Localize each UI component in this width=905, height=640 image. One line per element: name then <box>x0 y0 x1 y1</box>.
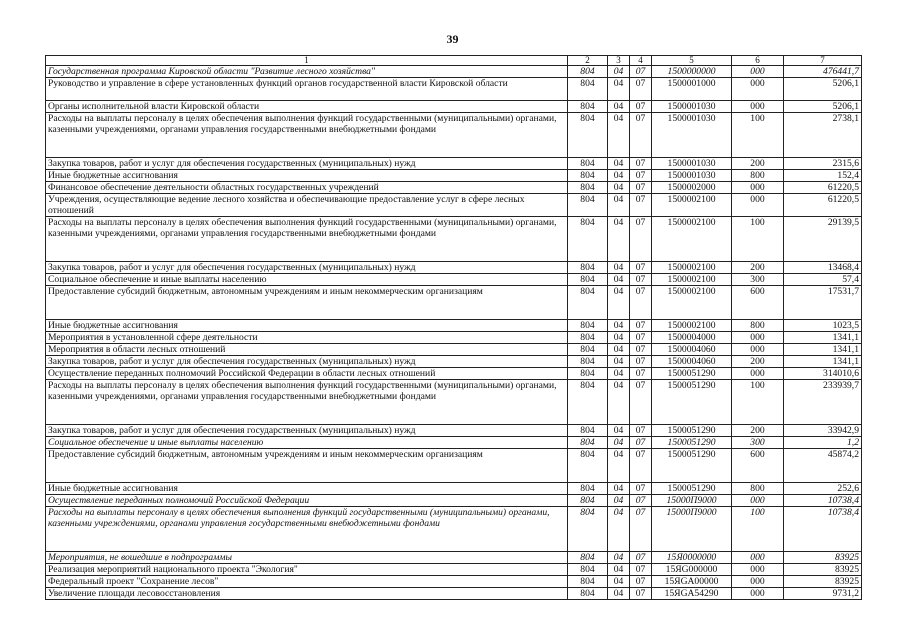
amount-cell: 314010,6 <box>784 368 862 380</box>
row-name-cell: Социальное обеспечение и иные выплаты населению <box>46 437 568 449</box>
table-row <box>46 286 862 320</box>
target-article-cell: 1500002100 <box>652 320 732 332</box>
amount-cell: 10738,4 <box>784 507 862 552</box>
subsection-code-cell: 07 <box>630 564 652 576</box>
row-name-cell: Руководство и управление в сфере установленных функций органов государственной власти Кировской области <box>46 78 568 101</box>
table-row <box>46 182 862 194</box>
target-article-cell: 15ЯG000000 <box>652 564 732 576</box>
row-name-cell: Мероприятия, не вошедшие в подпрограммы <box>46 552 568 564</box>
subsection-code-cell: 04 <box>608 66 630 78</box>
table-row <box>46 588 862 600</box>
expense-type-cell: 600 <box>732 449 784 483</box>
subsection-code-cell: 04 <box>608 262 630 274</box>
table-row <box>46 170 862 182</box>
column-header: 7 <box>784 56 862 66</box>
subsection-code-cell: 04 <box>608 588 630 600</box>
subsection-code-cell: 07 <box>630 170 652 182</box>
amount-cell: 10738,4 <box>784 495 862 507</box>
table-row <box>46 380 862 425</box>
section-code-cell: 804 <box>568 320 608 332</box>
section-code-cell: 804 <box>568 368 608 380</box>
expense-type-cell: 800 <box>732 483 784 495</box>
column-header: 2 <box>568 56 608 66</box>
subsection-code-cell: 04 <box>608 507 630 552</box>
target-article-cell: 1500051290 <box>652 368 732 380</box>
amount-cell: 9731,2 <box>784 588 862 600</box>
expense-type-cell: 100 <box>732 217 784 262</box>
target-article-cell: 1500051290 <box>652 380 732 425</box>
subsection-code-cell: 04 <box>608 332 630 344</box>
row-name-cell: Закупка товаров, работ и услуг для обеспечения государственных (муниципальных) нужд <box>46 425 568 437</box>
target-article-cell: 15ЯGA54290 <box>652 588 732 600</box>
amount-cell: 45874,2 <box>784 449 862 483</box>
section-code-cell: 804 <box>568 576 608 588</box>
subsection-code-cell: 04 <box>608 158 630 170</box>
row-name-cell: Иные бюджетные ассигнования <box>46 170 568 182</box>
subsection-code-cell: 07 <box>630 368 652 380</box>
amount-cell: 61220,5 <box>784 182 862 194</box>
subsection-code-cell: 04 <box>608 101 630 113</box>
row-name-cell: Увеличение площади лесовосстановления <box>46 588 568 600</box>
amount-cell: 83925 <box>784 552 862 564</box>
section-code-cell: 804 <box>568 437 608 449</box>
expense-type-cell: 000 <box>732 552 784 564</box>
amount-cell: 61220,5 <box>784 194 862 217</box>
row-name-cell: Осуществление переданных полномочий Российской Федерации в области лесных отношений <box>46 368 568 380</box>
table-row <box>46 320 862 332</box>
expense-type-cell: 800 <box>732 170 784 182</box>
table-row <box>46 262 862 274</box>
section-code-cell: 804 <box>568 286 608 320</box>
expense-type-cell: 300 <box>732 274 784 286</box>
subsection-code-cell: 07 <box>630 344 652 356</box>
subsection-code-cell: 04 <box>608 576 630 588</box>
section-code-cell: 804 <box>568 182 608 194</box>
budget-table <box>45 55 862 600</box>
table-row <box>46 483 862 495</box>
section-code-cell: 804 <box>568 158 608 170</box>
section-code-cell: 804 <box>568 113 608 158</box>
target-article-cell: 15ЯGA00000 <box>652 576 732 588</box>
amount-cell: 1023,5 <box>784 320 862 332</box>
target-article-cell: 1500000000 <box>652 66 732 78</box>
expense-type-cell: 000 <box>732 344 784 356</box>
subsection-code-cell: 07 <box>630 588 652 600</box>
subsection-code-cell: 07 <box>630 437 652 449</box>
header-row <box>46 56 862 66</box>
section-code-cell: 804 <box>568 425 608 437</box>
subsection-code-cell: 04 <box>608 368 630 380</box>
subsection-code-cell: 07 <box>630 356 652 368</box>
amount-cell: 13468,4 <box>784 262 862 274</box>
row-name-cell: Федеральный проект "Сохранение лесов" <box>46 576 568 588</box>
page-number: 39 <box>446 32 459 46</box>
table-row <box>46 78 862 101</box>
section-code-cell: 804 <box>568 552 608 564</box>
amount-cell: 5206,1 <box>784 78 862 101</box>
target-article-cell: 1500004060 <box>652 344 732 356</box>
section-code-cell: 804 <box>568 495 608 507</box>
expense-type-cell: 200 <box>732 356 784 368</box>
section-code-cell: 804 <box>568 344 608 356</box>
subsection-code-cell: 07 <box>630 101 652 113</box>
expense-type-cell: 000 <box>732 332 784 344</box>
row-name-cell: Учреждения, осуществляющие ведение лесного хозяйства и обеспечивающие предоставление услуг в сфере лесных отношений <box>46 194 568 217</box>
column-header: 1 <box>46 56 568 66</box>
subsection-code-cell: 07 <box>630 113 652 158</box>
table-row <box>46 344 862 356</box>
row-name-cell: Органы исполнительной власти Кировской области <box>46 101 568 113</box>
table-row <box>46 158 862 170</box>
subsection-code-cell: 07 <box>630 495 652 507</box>
expense-type-cell: 000 <box>732 495 784 507</box>
row-name-cell: Расходы на выплаты персоналу в целях обеспечения выполнения функций государственными (муниципальными) органами, казенными учреждениями, органами управления государственными внебюджетными фондами <box>46 217 568 262</box>
subsection-code-cell: 07 <box>630 158 652 170</box>
section-code-cell: 804 <box>568 483 608 495</box>
subsection-code-cell: 04 <box>608 274 630 286</box>
subsection-code-cell: 07 <box>630 320 652 332</box>
target-article-cell: 1500002100 <box>652 194 732 217</box>
table-row <box>46 217 862 262</box>
subsection-code-cell: 04 <box>608 170 630 182</box>
subsection-code-cell: 04 <box>608 194 630 217</box>
table-row <box>46 356 862 368</box>
expense-type-cell: 000 <box>732 78 784 101</box>
row-name-cell: Расходы на выплаты персоналу в целях обеспечения выполнения функций государственными (муниципальными) органами, казенными учреждениями, органами управления государственными внебюджетными фондами <box>46 380 568 425</box>
subsection-code-cell: 07 <box>630 507 652 552</box>
table-row <box>46 66 862 78</box>
target-article-cell: 1500002000 <box>652 182 732 194</box>
expense-type-cell: 100 <box>732 113 784 158</box>
table-row <box>46 368 862 380</box>
amount-cell: 1,2 <box>784 437 862 449</box>
section-code-cell: 804 <box>568 588 608 600</box>
row-name-cell: Расходы на выплаты персоналу в целях обеспечения выполнения функций государственными (муниципальными) органами, казенными учреждениями, органами управления государственными внебюджетными фондами <box>46 113 568 158</box>
amount-cell: 1341,1 <box>784 344 862 356</box>
table-row <box>46 194 862 217</box>
subsection-code-cell: 04 <box>608 564 630 576</box>
expense-type-cell: 800 <box>732 320 784 332</box>
section-code-cell: 804 <box>568 380 608 425</box>
target-article-cell: 15Я0000000 <box>652 552 732 564</box>
subsection-code-cell: 07 <box>630 449 652 483</box>
target-article-cell: 1500001030 <box>652 170 732 182</box>
subsection-code-cell: 07 <box>630 66 652 78</box>
table-row <box>46 564 862 576</box>
table-row <box>46 437 862 449</box>
table-row <box>46 507 862 552</box>
table-row <box>46 449 862 483</box>
subsection-code-cell: 04 <box>608 437 630 449</box>
target-article-cell: 1500002100 <box>652 286 732 320</box>
section-code-cell: 804 <box>568 564 608 576</box>
subsection-code-cell: 04 <box>608 356 630 368</box>
subsection-code-cell: 07 <box>630 274 652 286</box>
expense-type-cell: 000 <box>732 564 784 576</box>
amount-cell: 5206,1 <box>784 101 862 113</box>
subsection-code-cell: 04 <box>608 425 630 437</box>
amount-cell: 2315,6 <box>784 158 862 170</box>
subsection-code-cell: 04 <box>608 380 630 425</box>
target-article-cell: 1500001030 <box>652 158 732 170</box>
expense-type-cell: 000 <box>732 182 784 194</box>
row-name-cell: Закупка товаров, работ и услуг для обеспечения государственных (муниципальных) нужд <box>46 158 568 170</box>
target-article-cell: 1500051290 <box>652 437 732 449</box>
subsection-code-cell: 07 <box>630 182 652 194</box>
table-row <box>46 576 862 588</box>
row-name-cell: Иные бюджетные ассигнования <box>46 320 568 332</box>
target-article-cell: 1500001030 <box>652 113 732 158</box>
row-name-cell: Расходы на выплаты персоналу в целях обеспечения выполнения функций государственными (муниципальными) органами, казенными учреждениями, органами управления государственными внебюджетными фондами <box>46 507 568 552</box>
amount-cell: 152,4 <box>784 170 862 182</box>
target-article-cell: 1500004000 <box>652 332 732 344</box>
target-article-cell: 1500051290 <box>652 449 732 483</box>
row-name-cell: Предоставление субсидий бюджетным, автономным учреждениям и иным некоммерческим организациям <box>46 286 568 320</box>
amount-cell: 252,6 <box>784 483 862 495</box>
section-code-cell: 804 <box>568 217 608 262</box>
section-code-cell: 804 <box>568 194 608 217</box>
amount-cell: 476441,7 <box>784 66 862 78</box>
section-code-cell: 804 <box>568 101 608 113</box>
subsection-code-cell: 07 <box>630 286 652 320</box>
row-name-cell: Социальное обеспечение и иные выплаты населению <box>46 274 568 286</box>
subsection-code-cell: 07 <box>630 78 652 101</box>
subsection-code-cell: 04 <box>608 78 630 101</box>
subsection-code-cell: 07 <box>630 576 652 588</box>
subsection-code-cell: 04 <box>608 483 630 495</box>
column-header: 3 <box>608 56 630 66</box>
expense-type-cell: 000 <box>732 588 784 600</box>
table-row <box>46 495 862 507</box>
table-row <box>46 552 862 564</box>
amount-cell: 33942,9 <box>784 425 862 437</box>
row-name-cell: Осуществление переданных полномочий Российской Федерации <box>46 495 568 507</box>
section-code-cell: 804 <box>568 78 608 101</box>
amount-cell: 57,4 <box>784 274 862 286</box>
table-row <box>46 425 862 437</box>
subsection-code-cell: 04 <box>608 449 630 483</box>
column-header: 6 <box>732 56 784 66</box>
table-row <box>46 101 862 113</box>
target-article-cell: 15000П9000 <box>652 507 732 552</box>
subsection-code-cell: 04 <box>608 182 630 194</box>
amount-cell: 29139,5 <box>784 217 862 262</box>
expense-type-cell: 000 <box>732 368 784 380</box>
row-name-cell: Мероприятия в области лесных отношений <box>46 344 568 356</box>
section-code-cell: 804 <box>568 262 608 274</box>
section-code-cell: 804 <box>568 449 608 483</box>
subsection-code-cell: 04 <box>608 113 630 158</box>
column-header: 5 <box>652 56 732 66</box>
amount-cell: 83925 <box>784 576 862 588</box>
amount-cell: 17531,7 <box>784 286 862 320</box>
subsection-code-cell: 07 <box>630 332 652 344</box>
row-name-cell: Закупка товаров, работ и услуг для обеспечения государственных (муниципальных) нужд <box>46 356 568 368</box>
subsection-code-cell: 07 <box>630 552 652 564</box>
expense-type-cell: 000 <box>732 576 784 588</box>
target-article-cell: 1500051290 <box>652 483 732 495</box>
subsection-code-cell: 04 <box>608 320 630 332</box>
subsection-code-cell: 07 <box>630 217 652 262</box>
subsection-code-cell: 07 <box>630 380 652 425</box>
row-name-cell: Предоставление субсидий бюджетным, автономным учреждениям и иным некоммерческим организациям <box>46 449 568 483</box>
subsection-code-cell: 07 <box>630 194 652 217</box>
section-code-cell: 804 <box>568 507 608 552</box>
subsection-code-cell: 04 <box>608 217 630 262</box>
subsection-code-cell: 04 <box>608 552 630 564</box>
amount-cell: 1341,1 <box>784 356 862 368</box>
expense-type-cell: 200 <box>732 262 784 274</box>
expense-type-cell: 200 <box>732 425 784 437</box>
row-name-cell: Иные бюджетные ассигнования <box>46 483 568 495</box>
section-code-cell: 804 <box>568 274 608 286</box>
table-row <box>46 113 862 158</box>
target-article-cell: 1500002100 <box>652 262 732 274</box>
row-name-cell: Мероприятия в установленной сфере деятельности <box>46 332 568 344</box>
expense-type-cell: 100 <box>732 380 784 425</box>
amount-cell: 1341,1 <box>784 332 862 344</box>
row-name-cell: Реализация мероприятий национального проекта "Экология" <box>46 564 568 576</box>
expense-type-cell: 300 <box>732 437 784 449</box>
expense-type-cell: 000 <box>732 66 784 78</box>
section-code-cell: 804 <box>568 66 608 78</box>
table-row <box>46 332 862 344</box>
expense-type-cell: 600 <box>732 286 784 320</box>
row-name-cell: Закупка товаров, работ и услуг для обеспечения государственных (муниципальных) нужд <box>46 262 568 274</box>
section-code-cell: 804 <box>568 332 608 344</box>
target-article-cell: 1500004060 <box>652 356 732 368</box>
target-article-cell: 1500001030 <box>652 101 732 113</box>
amount-cell: 2738,1 <box>784 113 862 158</box>
subsection-code-cell: 07 <box>630 425 652 437</box>
row-name-cell: Государственная программа Кировской области "Развитие лесного хозяйства" <box>46 66 568 78</box>
expense-type-cell: 000 <box>732 194 784 217</box>
amount-cell: 83925 <box>784 564 862 576</box>
expense-type-cell: 100 <box>732 507 784 552</box>
subsection-code-cell: 07 <box>630 262 652 274</box>
target-article-cell: 1500002100 <box>652 217 732 262</box>
expense-type-cell: 200 <box>732 158 784 170</box>
row-name-cell: Финансовое обеспечение деятельности областных государственных учреждений <box>46 182 568 194</box>
amount-cell: 233939,7 <box>784 380 862 425</box>
subsection-code-cell: 04 <box>608 344 630 356</box>
section-code-cell: 804 <box>568 356 608 368</box>
subsection-code-cell: 04 <box>608 286 630 320</box>
target-article-cell: 1500001000 <box>652 78 732 101</box>
target-article-cell: 15000П9000 <box>652 495 732 507</box>
table-row <box>46 274 862 286</box>
target-article-cell: 1500002100 <box>652 274 732 286</box>
target-article-cell: 1500051290 <box>652 425 732 437</box>
subsection-code-cell: 07 <box>630 483 652 495</box>
column-header: 4 <box>630 56 652 66</box>
section-code-cell: 804 <box>568 170 608 182</box>
subsection-code-cell: 04 <box>608 495 630 507</box>
expense-type-cell: 000 <box>732 101 784 113</box>
